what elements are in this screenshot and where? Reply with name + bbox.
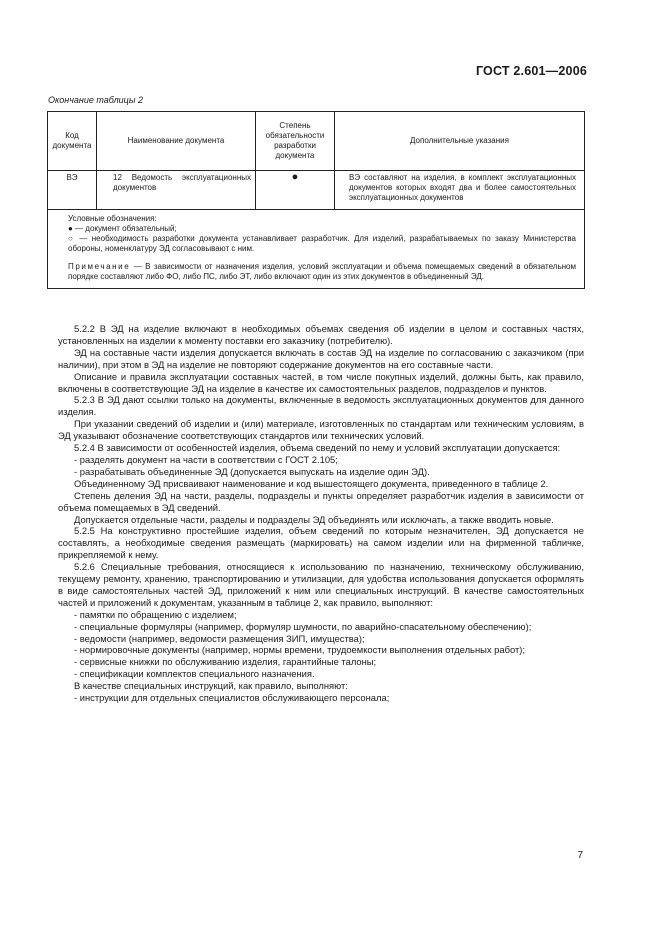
table-note <box>68 262 576 282</box>
list-item: - разрабатывать объединенные ЭД (допускается выпускать на изделие один ЭД). <box>74 465 430 477</box>
cell-mandatory-mark: ● <box>256 171 335 210</box>
table-row <box>48 171 585 210</box>
list-item: - нормировочные документы (например, нормы времени, трудоемкости выполнения отдельных работ); <box>74 644 525 656</box>
page-number: 7 <box>577 850 583 861</box>
cell-notes: ВЭ составляют на изделия, в комплект эксплуатационных документов которых входят два и более самостоятельных эксплуатационных документов <box>335 171 585 210</box>
col-header-notes: Дополнительные указания <box>335 112 585 171</box>
table-caption: Окончание таблицы 2 <box>48 95 143 105</box>
paragraph: 5.2.2 В ЭД на изделие включают в необходимых объемах сведения об изделии в целом и составных частях, установленных на изделии к моменту поставки его заказчику (потребителю). <box>58 323 584 346</box>
paragraph: Допускается отдельные части, разделы и подразделы ЭД объединять или исключать, а также вводить новые. <box>74 513 554 525</box>
legend-optional: ○ — необходимость разработки документа устанавливает разработчик. Для изделий, разрабатываемых по заказу Министерства обороны, номенклатуру ЭД согласовывают с ним. <box>68 234 576 253</box>
col-header-code: Код документа <box>48 112 97 171</box>
document-code: ГОСТ 2.601—2006 <box>475 64 587 78</box>
legend-title: Условные обозначения: <box>68 214 157 223</box>
cell-name: 12 Ведомость эксплуатационных документов <box>97 171 256 210</box>
paragraph: 5.2.3 В ЭД дают ссылки только на документы, включенные в ведомость эксплуатационных документов для данного изделия. <box>58 394 584 418</box>
list-item: - сервисные книжки по обслуживанию изделия, гарантийные талоны; <box>74 656 377 668</box>
note-label: Примечание <box>68 262 131 271</box>
cell-code: ВЭ <box>48 171 97 210</box>
list-item: - памятки по обращению с изделием; <box>74 608 237 620</box>
list-item: - инструкции для отдельных специалистов обслуживающего персонала; <box>74 692 390 704</box>
paragraph: При указании сведений об изделии и (или) материале, изготовленных по стандартам или техническим условиям, в ЭД указывают обозначение соответствующих стандартов или технических условий. <box>58 418 584 442</box>
paragraph: В качестве специальных инструкций, как правило, выполняют: <box>74 680 348 692</box>
paragraph: ЭД на составные части изделия допускается включать в состав ЭД на изделие по согласованию с заказчиком (при наличии), при этом в ЭД на изделие не повторяют содержание документов на его составные части. <box>58 346 584 370</box>
paragraph: Описание и правила эксплуатации составных частей, в том числе покупных изделий, должны быть, как правило, включены в соответствующие ЭД на изделие в качестве их самостоятельных разделов, подразделов и пунктов. <box>58 370 584 394</box>
paragraph: Степень деления ЭД на части, разделы, подразделы и пункты определяет разработчик изделия в зависимости от объема помещаемых в ЭД сведений. <box>58 489 584 513</box>
col-header-name: Наименование документа <box>97 112 256 171</box>
legend-mandatory: ● — документ обязательный; <box>68 224 177 233</box>
paragraph: 5.2.5 На конструктивно простейшие изделия, объем сведений по которым незначителен, ЭД допускается не составлять, а необходимые сведения размещать (маркировать) на самом изделии или на фирменной табличке, прикрепляемой к нему. <box>58 525 584 561</box>
col-header-degree: Степень обязательности разработки документа <box>256 112 335 171</box>
paragraph: Объединенному ЭД присваивают наименование и код вышестоящего документа, приведенного в таблице 2. <box>74 477 549 489</box>
table-header-row <box>48 112 585 171</box>
list-item: - спецификации комплектов специального назначения. <box>74 668 315 680</box>
list-item: - разделять документ на части в соответствии с ГОСТ 2.105; <box>74 453 338 465</box>
documents-table <box>47 111 585 289</box>
list-item: - ведомости (например, ведомости размещения ЗИП, имущества); <box>74 632 365 644</box>
table-legend-row <box>48 210 585 289</box>
paragraph: 5.2.4 В зависимости от особенностей изделия, объема сведений по нему и условий эксплуатации допускается: <box>74 442 561 454</box>
body-text <box>58 323 584 704</box>
paragraph: 5.2.6 Специальные требования, относящиеся к использованию по назначению, техническому обслуживанию, текущему ремонту, хранению, транспортированию и утилизации, для удобства использования допускается оформлять в виде самостоятельных частей ЭД, приложений к ним или специальных инструкций. В качестве самостоятельных частей и приложений к документам, указанным в таблице 2, как правило, выполняют: <box>58 561 584 608</box>
list-item: - специальные формуляры (например, формуляр шумности, по аварийно-спасательному обеспечению); <box>74 620 532 632</box>
legend-cell <box>48 210 585 289</box>
note-text: — В зависимости от назначения изделия, условий эксплуатации и объема помещаемых сведений в обязательном порядке составляют либо ФО, либо ПС, либо ЭТ, либо включают один из этих документов в объединенный ЭД. <box>68 262 576 281</box>
